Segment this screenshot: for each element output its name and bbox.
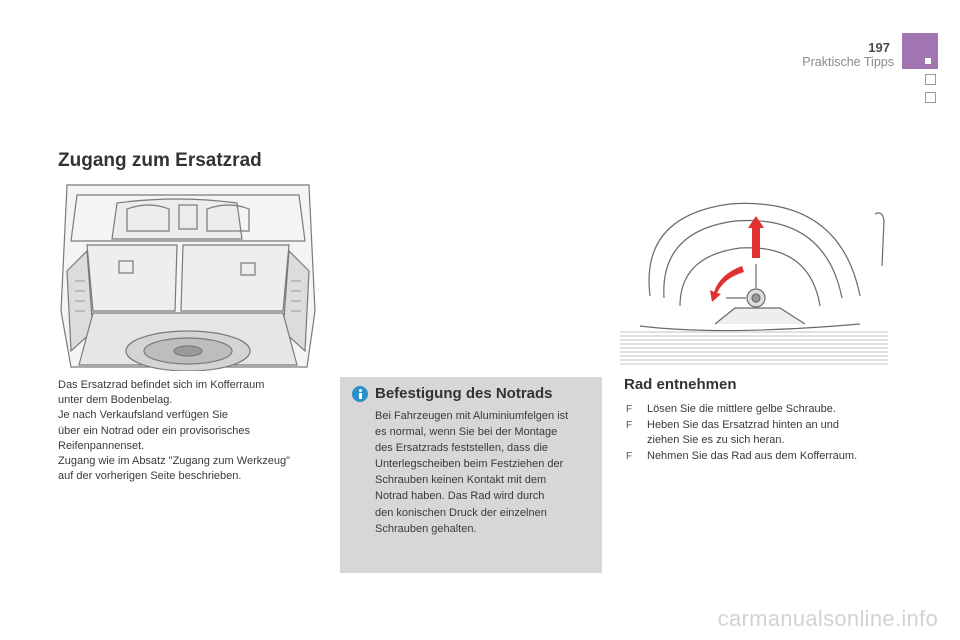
page-number: 197: [868, 40, 890, 55]
removal-heading: Rad entnehmen: [624, 376, 737, 393]
spare-wheel-illustration: [620, 186, 888, 368]
intro-line: Reifenpannenset.: [58, 439, 145, 452]
step-line: Heben Sie das Ersatzrad hinten an und: [647, 418, 840, 431]
info-line: Schrauben gehalten.: [375, 522, 477, 535]
intro-line: Je nach Verkaufsland verfügen Sie: [58, 409, 229, 422]
trunk-illustration: [57, 181, 319, 371]
info-box-title: Befestigung des Notrads: [375, 385, 553, 402]
info-line: den konischen Druck der einzelnen: [375, 506, 547, 519]
bullet-icon: F: [626, 419, 633, 431]
info-box-text: [375, 408, 597, 537]
bullet-icon: F: [626, 451, 633, 463]
step-line: Lösen Sie die mittlere gelbe Schraube.: [647, 403, 836, 415]
chapter-tab[interactable]: [925, 92, 936, 103]
step-item: [626, 418, 886, 449]
info-box: [340, 377, 602, 573]
step-item: [626, 449, 886, 465]
step-line: ziehen Sie es zu sich heran.: [647, 434, 785, 447]
info-line: Notrad haben. Das Rad wird durch: [375, 490, 545, 503]
removal-steps: [626, 402, 886, 465]
step-item: [626, 402, 886, 418]
intro-line: über ein Notrad oder ein provisorisches: [58, 424, 250, 437]
info-line: Unterlegscheiben beim Festziehen der: [375, 458, 564, 471]
page-heading: Zugang zum Ersatzrad: [58, 150, 262, 171]
intro-paragraph: [58, 378, 338, 484]
info-line: es normal, wenn Sie bei der Montage: [375, 426, 558, 439]
info-icon: [352, 386, 368, 402]
watermark: carmanualsonline.info: [717, 606, 938, 631]
lift-arrow-icon: [748, 216, 764, 258]
chapter-tab-active[interactable]: [902, 33, 938, 69]
info-line: Bei Fahrzeugen mit Aluminiumfelgen ist: [375, 410, 569, 422]
info-line: des Ersatzrads feststellen, dass die: [375, 442, 549, 455]
intro-line: Das Ersatzrad befindet sich im Kofferraum: [58, 379, 265, 391]
step-line: Nehmen Sie das Rad aus dem Kofferraum.: [647, 450, 858, 463]
section-title: Praktische Tipps: [802, 55, 894, 69]
intro-line: auf der vorherigen Seite beschrieben.: [58, 470, 242, 483]
intro-line: unter dem Bodenbelag.: [58, 394, 173, 407]
bullet-icon: F: [626, 404, 633, 415]
chapter-tab[interactable]: [925, 74, 936, 85]
info-line: Schrauben keinen Kontakt mit dem: [375, 474, 547, 487]
intro-line: Zugang wie im Absatz "Zugang zum Werkzeug": [58, 455, 290, 468]
loosen-arrow-icon: [710, 266, 744, 302]
